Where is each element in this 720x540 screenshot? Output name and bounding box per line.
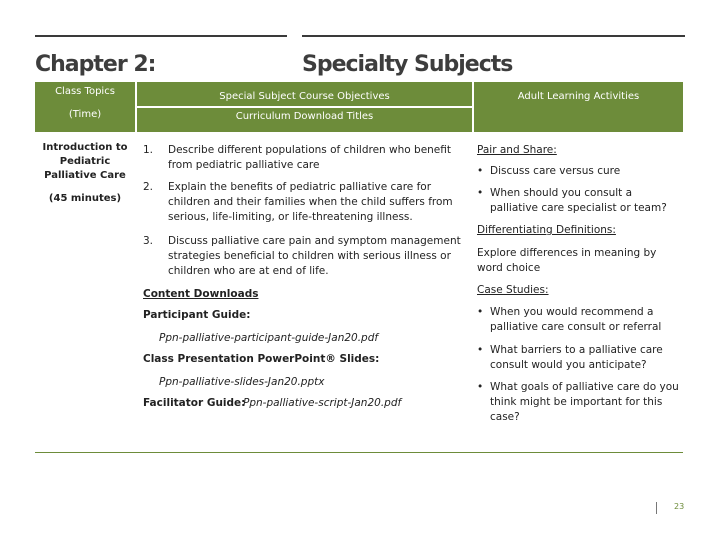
pair-item-1-line-1: Discuss care versus cure [490,165,621,177]
objective-3-line-3: children who are at end of life. [168,265,329,277]
pair-bullet-1: • [477,165,484,177]
case-item-2-line-2: consult would you anticipate? [490,359,647,371]
header-divider-mid [137,106,472,108]
chapter-label: Chapter 2: [35,52,156,77]
header-download-titles: Curriculum Download Titles [235,111,374,122]
participant-guide-label: Participant Guide: [143,309,251,321]
case-item-2-line-1: What barriers to a palliative care [490,344,663,356]
participant-guide-file[interactable]: Ppn-palliative-participant-guide-Jan20.pdf [159,332,379,344]
diff-text-line-2: word choice [477,262,541,274]
slides-label: Class Presentation PowerPoint® Slides: [143,353,380,365]
page-number: 23 [674,502,685,511]
topic-line-2: Pediatric [59,156,111,167]
case-item-3-line-3: case? [490,411,520,423]
diff-text-line-1: Explore differences in meaning by [477,247,657,259]
objective-2-line-3: serious, life-limiting, or life-threatening illness. [168,211,413,223]
pair-bullet-2: • [477,187,484,199]
pair-item-2-line-1: When should you consult a [490,187,633,199]
objective-number-2: 2. [143,181,154,193]
title-rule-right [302,35,685,37]
title-rule-left [35,35,287,37]
slides-file[interactable]: Ppn-palliative-slides-Jan20.pptx [159,376,325,388]
header-time: (Time) [68,109,102,120]
objective-3-line-1: Discuss palliative care pain and symptom management [168,235,461,247]
case-bullet-1: • [477,306,484,318]
header-divider-2 [472,82,474,132]
topic-line-3: Palliative Care [44,170,126,181]
header-objectives: Special Subject Course Objectives [219,91,390,102]
objective-1-line-2: from pediatric palliative care [168,159,320,171]
objective-2-line-1: Explain the benefits of pediatric palliative care for [168,181,432,193]
facilitator-guide-label: Facilitator Guide: [143,397,246,409]
header-class-topics: Class Topics [55,86,115,97]
objective-2-line-2: children and their families when the child suffers from [168,196,453,208]
pair-share-heading: Pair and Share: [477,144,557,156]
objective-number-1: 1. [143,144,154,156]
curriculum-table [35,82,683,452]
facilitator-guide-file[interactable]: Ppn-palliative-script-Jan20.pdf [243,397,402,409]
topic-line-1: Introduction to [42,142,128,153]
footer-separator [656,502,657,514]
objective-3-line-2: strategies beneficial to children with serious illness or [168,250,451,262]
topic-time: (45 minutes) [48,193,122,204]
pair-item-2-line-2: palliative care specialist or team? [490,202,667,214]
objective-1-line-1: Describe different populations of children who benefit [168,144,451,156]
differentiating-definitions-heading: Differentiating Definitions: [477,224,616,236]
content-downloads-heading: Content Downloads [143,288,259,300]
case-studies-heading: Case Studies: [477,284,549,296]
objective-number-3: 3. [143,235,154,247]
header-activities: Adult Learning Activities [517,91,640,102]
case-bullet-3: • [477,381,484,393]
case-bullet-2: • [477,344,484,356]
case-item-1-line-2: palliative care consult or referral [490,321,662,333]
page-title: Specialty Subjects [302,52,513,77]
case-item-3-line-1: What goals of palliative care do you [490,381,679,393]
case-item-1-line-1: When you would recommend a [490,306,654,318]
case-item-3-line-2: think might be important for this [490,396,663,408]
col1-bottom-rule [35,452,135,453]
